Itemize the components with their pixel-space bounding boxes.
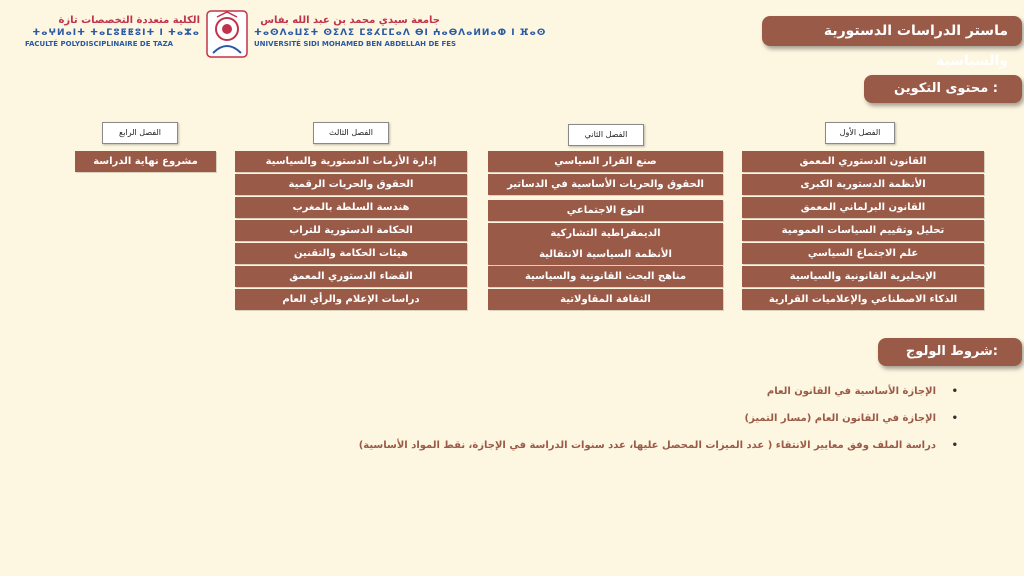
semester-1-course: الأنظمة الدستورية الكبرى [742, 174, 984, 195]
bullet-icon: • [951, 440, 958, 451]
condition-text: دراسة الملف وفق معايير الانتقاء ( عدد الميزات المحصل عليها، عدد سنوات الدراسة في الإجازة، نقط المواد الأساسية) [358, 440, 936, 451]
list-item [358, 439, 958, 466]
university-emblem-icon [205, 9, 249, 59]
section-heading-content: محتوى التكوين : [864, 75, 1022, 103]
university-name-arabic: جامعة سيدي محمد بن عبد الله بفاس [260, 15, 440, 26]
university-name-tifinagh: ⵜⴰⵙⴷⴰⵡⵉⵜ ⵙⵉⴷⵉ ⵎⵓⵃⵎⵎⴰⴷ ⴱⵏ ⵄⴰⴱⴷⴰⵍⵍⴰⵀ ⵏ ⴼⴰⵙ [254, 28, 547, 38]
semester-2-course: الأنظمة السياسية الانتقالية [488, 244, 723, 265]
semester-2-label: الفصل الثاني [568, 124, 644, 146]
semester-3-course: إدارة الأزمات الدستورية والسياسية [235, 151, 467, 172]
section-heading-conditions: شروط الولوج: [878, 338, 1022, 366]
semester-1-course: الإنجليزية القانونية والسياسية [742, 266, 984, 287]
list-item [380, 412, 958, 439]
faculty-name-arabic: الكلية متعددة التخصصات تازة [58, 15, 200, 26]
semester-3-course: هيئات الحكامة والتقنين [235, 243, 467, 264]
semester-3-course: الحكامة الدستورية للتراب [235, 220, 467, 241]
semester-3-course: الحقوق والحريات الرقمية [235, 174, 467, 195]
semester-2-course: الديمقراطية التشاركية [488, 223, 723, 244]
semester-2-course: النوع الاجتماعي [488, 200, 723, 221]
bullet-icon: • [951, 386, 958, 397]
semester-1-course: القانون البرلماني المعمق [742, 197, 984, 218]
page-title: ماستر الدراسات الدستورية والسياسية [762, 16, 1022, 46]
semester-4-label: الفصل الرابع [102, 122, 178, 144]
semester-1-course: تحليل وتقييم السياسات العمومية [742, 220, 984, 241]
list-item [380, 385, 958, 412]
semester-4-course: مشروع نهاية الدراسة [75, 151, 216, 172]
university-name-french: UNIVERSITÉ SIDI MOHAMED BEN ABDELLAH DE FES [254, 40, 457, 48]
condition-text: الإجازة الأساسية في القانون العام [766, 386, 936, 397]
faculty-brand [25, 14, 200, 50]
semester-1-course: القانون الدستوري المعمق [742, 151, 984, 172]
semester-3-label: الفصل الثالث [313, 122, 389, 144]
condition-text: الإجازة في القانون العام (مسار التميز) [744, 413, 936, 424]
semester-2-course: الحقوق والحريات الأساسية في الدساتير [488, 174, 723, 195]
semester-3-course: دراسات الإعلام والرأي العام [235, 289, 467, 310]
conditions-list [358, 385, 958, 466]
semester-3-course: هندسة السلطة بالمغرب [235, 197, 467, 218]
bullet-icon: • [951, 413, 958, 424]
faculty-name-tifinagh: ⵜⴰⵖⵍⴰⵏⵜ ⵜⴰⵎⵓⵟⵟⵓⵏⵜ ⵏ ⵜⴰⵣⴰ [32, 28, 200, 38]
semester-1-course: الذكاء الاصطناعي والإعلاميات القرارية [742, 289, 984, 310]
semester-2-course: مناهج البحث القانونية والسياسية [488, 266, 723, 287]
university-brand [254, 14, 547, 50]
semester-2-course: الثقافة المقاولاتية [488, 289, 723, 310]
semester-2-course: صنع القرار السياسي [488, 151, 723, 172]
semester-1-course: علم الاجتماع السياسي [742, 243, 984, 264]
semester-3-course: القضاء الدستوري المعمق [235, 266, 467, 287]
semester-1-label: الفصل الأول [825, 122, 895, 144]
faculty-name-french: FACULTÉ POLYDISCIPLINAIRE DE TAZA [25, 40, 174, 48]
